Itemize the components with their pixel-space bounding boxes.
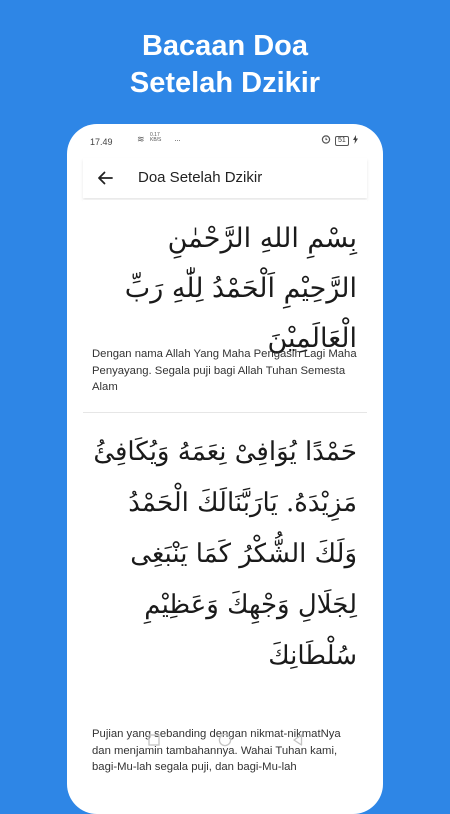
page-title: Doa Setelah Dzikir (138, 169, 263, 186)
triangle-back-icon (291, 733, 305, 747)
circle-home-icon (218, 733, 232, 747)
status-bar (67, 124, 383, 156)
prayer-arabic-text: بِسْمِ اللهِ الرَّحْمٰنِ الرَّحِيْمِ اَلْحَمْدُ لِلّٰهِ رَبِّ الْعَالَمِيْنَ (124, 223, 357, 354)
prayer-list[interactable] (83, 200, 367, 773)
battery-icon: 51 (335, 136, 349, 146)
arrow-left-icon (97, 171, 113, 185)
network-speed: 0.17 KB/S (150, 132, 162, 143)
alarm-icon (321, 134, 331, 147)
nav-back-button[interactable] (291, 732, 305, 746)
system-nav-bar (83, 724, 367, 754)
prayer-translation: Pujian yang sebanding dengan nikmat-nikmatNya dan menjamin tambahannya. Wahai Tuhan kami, bagi-Mu-lah segala puji, dan bagi-Mu-lah (92, 728, 341, 773)
prayer-card (83, 413, 367, 776)
promo-title-line-1: Bacaan Doa (141, 30, 308, 62)
promo-title-line-2: Setelah Dzikir (129, 67, 321, 99)
prayer-card (83, 200, 367, 413)
phone-mockup (67, 124, 383, 814)
home-button[interactable] (218, 732, 232, 746)
promo-title (0, 28, 450, 102)
back-button[interactable] (91, 164, 119, 192)
recent-apps-button[interactable] (147, 732, 161, 746)
prayer-arabic-text: حَمْدًا يُوَافِىْ نِعَمَهُ وَيُكَافِئُ مَزِيْدَهُ. يَارَبَّنَالَكَ الْحَمْدُ وَلَكَ الشُّكْرُ كَمَا يَنْبَغِى لِجَلَالِ وَجْهِكَ وَعَظِيْمِ سُلْطَانِكَ (93, 437, 357, 671)
prayer-translation: Dengan nama Allah Yang Maha Pengasih Lagi Maha Penyayang. Segala puji bagi Allah Tuhan Semesta Alam (92, 348, 357, 393)
more-notifications-icon: ··· (174, 135, 180, 145)
wifi-icon: ≋ (137, 134, 145, 144)
square-recent-icon (147, 733, 161, 747)
charging-icon (353, 135, 358, 146)
status-time: 17.49 (90, 137, 113, 147)
app-bar (83, 158, 367, 198)
